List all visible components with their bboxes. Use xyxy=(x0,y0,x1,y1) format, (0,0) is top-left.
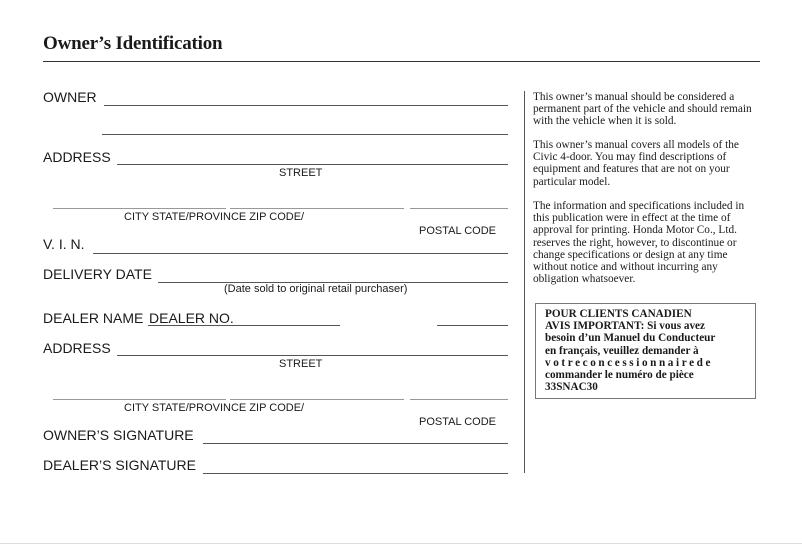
vin-label: V. I. N. xyxy=(43,236,85,252)
dealer-no-field[interactable] xyxy=(437,325,508,326)
dealer-signature-field[interactable] xyxy=(203,473,508,474)
dealer-zip-field[interactable] xyxy=(410,399,508,400)
dealer-state-field[interactable] xyxy=(230,399,404,400)
dealer-signature-label: DEALER’S SIGNATURE xyxy=(43,457,196,473)
page-bottom-edge xyxy=(0,543,802,544)
notice-part-number: 33SNAC30 xyxy=(545,381,598,394)
state-field[interactable] xyxy=(230,208,404,209)
manual-note-2: This owner’s manual covers all models of the Civic 4-door. You may find descriptions of equipment and features that are not on your particular model. xyxy=(533,139,739,188)
notice-line-5: votreconcessionnairede xyxy=(545,356,714,369)
address-street-field[interactable] xyxy=(117,164,508,165)
delivery-date-hint: (Date sold to original retail purchaser) xyxy=(224,283,408,295)
canadian-notice-box xyxy=(535,303,756,399)
notice-line-3: besoin d’un Manuel du Conducteur xyxy=(545,332,716,345)
owner-label: OWNER xyxy=(43,89,97,105)
notice-line-6: commander le numéro de pièce xyxy=(545,369,694,382)
column-divider xyxy=(524,91,525,473)
owner-signature-field[interactable] xyxy=(203,443,508,444)
zip-field[interactable] xyxy=(410,208,508,209)
dealer-address-label: ADDRESS xyxy=(43,340,111,356)
dealer-street-field[interactable] xyxy=(117,355,508,356)
dealer-no-label: DEALER NO. xyxy=(149,310,234,326)
dealer-street-caption: STREET xyxy=(279,358,323,370)
delivery-date-label: DELIVERY DATE xyxy=(43,266,152,282)
title-divider xyxy=(43,61,760,62)
street-caption: STREET xyxy=(279,167,323,179)
dealer-postal-caption: POSTAL CODE xyxy=(419,416,497,428)
dealer-name-label: DEALER NAME xyxy=(43,310,144,326)
owner-signature-label: OWNER’S SIGNATURE xyxy=(43,427,194,443)
notice-line-2: AVIS IMPORTANT: Si vous avez xyxy=(545,320,705,333)
vin-field[interactable] xyxy=(93,253,508,254)
notice-line-1: POUR CLIENTS CANADIEN xyxy=(545,308,692,320)
owner-field-line-1[interactable] xyxy=(104,105,508,106)
dealer-city-field[interactable] xyxy=(53,399,226,400)
city-caption: CITY STATE/PROVINCE ZIP CODE/ xyxy=(124,211,305,223)
owner-field-line-2[interactable] xyxy=(102,134,508,135)
city-field[interactable] xyxy=(53,208,226,209)
manual-note-3: The information and specifications included in this publication were in effect at the time of approval for printing. Honda Motor Co., Ltd. reserves the right, however, to discontinue or change specifications or design at any time without notice and without incurring any obligation whatsoever. xyxy=(533,200,745,286)
dealer-city-caption: CITY STATE/PROVINCE ZIP CODE/ xyxy=(124,402,305,414)
page-title: Owner’s Identification xyxy=(43,33,223,54)
address-label: ADDRESS xyxy=(43,149,111,165)
dealer-name-field[interactable] xyxy=(148,325,340,326)
notice-line-4: en français, veuillez demander à xyxy=(545,344,699,357)
manual-note-1: This owner’s manual should be considered a permanent part of the vehicle and should remain with the vehicle when it is sold. xyxy=(533,91,752,128)
postal-caption: POSTAL CODE xyxy=(419,225,497,237)
